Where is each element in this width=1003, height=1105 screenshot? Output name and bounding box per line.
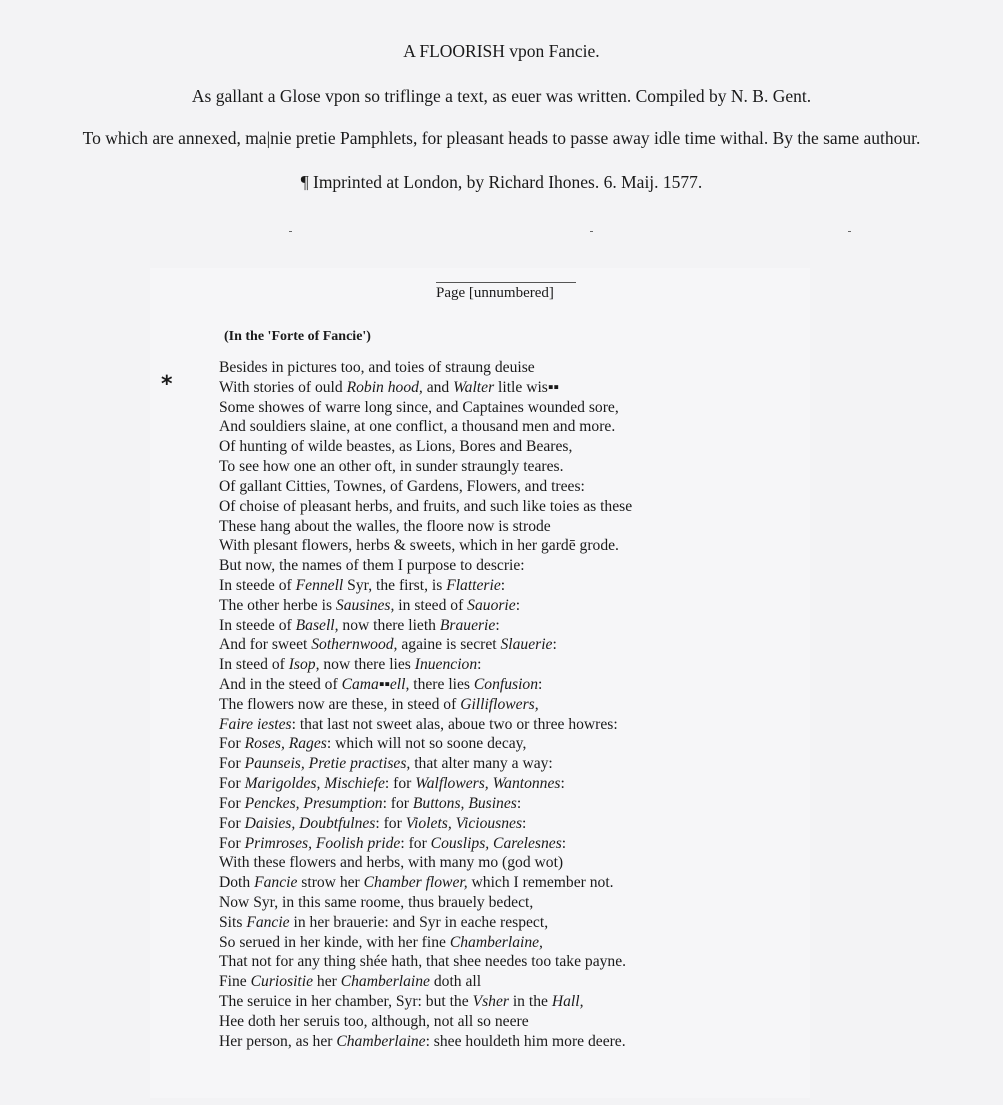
poem-segment: But now, the names of them I purpose to descrie: [219,557,525,575]
poem-italic-segment: Faire iestes [219,715,292,733]
poem-line [219,517,919,537]
poem-text [219,358,919,1051]
poem-segment: : [552,636,557,654]
poem-segment: For [219,775,245,793]
poem-italic-segment: Walter [453,378,495,396]
poem-italic-segment: Couslips, Carelesnes [430,834,562,852]
poem-segment: To see how one an other oft, in sunder straungly teares. [219,458,564,476]
poem-line [219,933,919,953]
imprint-line: ¶ Imprinted at London, by Richard Ihones. 6. Maij. 1577. [300,172,703,192]
page-header-rule [436,282,576,283]
poem-line [219,754,919,774]
poem-italic-segment: Chamberlaine [340,973,430,991]
poem-italic-segment: Sauorie [467,596,516,614]
poem-segment: Some showes of warre long since, and Captaines wounded sore, [219,398,619,416]
poem-segment: Hee doth her seruis too, although, not all so neere [219,1012,529,1030]
poem-italic-segment: Robin hood, [346,378,423,396]
marginal-asterisk: * [161,372,173,397]
poem-italic-segment: Sothernwood, [311,636,398,654]
poem-segment: And for sweet [219,636,312,654]
poem-segment: in her brauerie: and Syr in eache respect, [289,913,549,931]
poem-italic-segment: Walflowers, Wantonnes [415,775,561,793]
poem-line [219,992,919,1012]
poem-line [219,873,919,893]
poem-italic-segment: Hall, [551,993,584,1010]
poem-line [219,596,919,616]
poem-segment: : for [400,834,431,852]
poem-segment: For [219,735,245,753]
poem-segment: For [219,794,245,812]
poem-segment: : [522,814,527,832]
page-number-label: Page [unnumbered] [436,285,554,301]
poem-line [219,576,919,596]
poem-italic-segment: Marigoldes, Mischiefe [244,775,385,793]
poem-line [219,734,919,754]
poem-italic-segment: Paunseis, Pretie practises, [244,755,411,773]
poem-line [219,477,919,497]
poem-italic-segment: Chamberlaine [336,1032,426,1050]
poem-segment: litle wis▪▪ [494,378,559,396]
poem-line [219,417,919,437]
poem-line [219,1012,919,1032]
poem-italic-segment: Gilliflowers, [460,695,539,713]
poem-italic-segment: Buttons, Busines [412,794,517,812]
poem-segment: : [515,596,521,614]
poem-italic-segment: Fancie [254,874,298,892]
poem-segment: : [477,656,482,674]
poem-segment: now there lies [319,656,415,674]
poem-segment: These hang about the walles, the floore now is strode [219,517,551,535]
poem-italic-segment: Daisies, Doubtfulnes [244,814,376,832]
poem-line [219,556,919,576]
poem-line [219,814,919,834]
poem-line [219,358,919,378]
poem-segment: Doth [219,874,255,892]
poem-line [219,913,919,933]
poem-segment: Of gallant Citties, Townes, of Gardens, Flowers, and trees: [219,477,585,495]
poem-segment: and [422,378,454,396]
scan-speck [848,231,851,232]
poem-segment: Fine [219,973,251,991]
poem-line [219,715,919,735]
poem-italic-segment: Inuencion [414,656,478,674]
poem-italic-segment: Flatterie [446,576,501,594]
poem-segment: in the [508,993,552,1010]
poem-segment: : [560,775,565,793]
poem-line [219,536,919,556]
poem-segment: : [538,676,543,693]
poem-segment: doth all [429,973,482,991]
poem-segment: For [219,834,245,852]
poem-segment: strow her [297,874,364,892]
poem-segment: : which will not so soone decay, [326,735,527,753]
poem-segment: : for [384,775,416,793]
poem-italic-segment: Roses, Rages [244,735,327,753]
poem-segment: Sits [219,913,247,931]
poem-italic-segment: Cama▪▪ell, [341,676,410,693]
poem-segment: The other herbe is [219,596,336,614]
poem-line [219,834,919,854]
poem-segment: : for [382,794,413,812]
poem-italic-segment: Fennell [295,576,344,594]
poem-line [219,853,919,873]
book-title: A FLOORISH vpon Fancie. [403,41,600,61]
poem-segment: For [219,814,245,832]
poem-line [219,378,919,398]
poem-italic-segment: Curiositie [250,973,314,991]
poem-segment: And in the steed of [219,676,342,693]
poem-italic-segment: Penckes, Presumption [244,794,383,812]
poem-line [219,774,919,794]
poem-segment: Now Syr, in this same roome, thus brauely bedect, [219,893,534,911]
poem-line [219,972,919,992]
poem-italic-segment: Slauerie [500,636,553,654]
poem-segment: her [313,973,341,991]
section-title: (In the 'Forte of Fancie') [224,329,371,344]
poem-segment: now there lieth [338,616,440,634]
poem-line [219,655,919,675]
poem-line [219,675,919,695]
poem-segment: : [516,794,522,812]
poem-line [219,952,919,972]
poem-segment: in steed of [394,596,468,614]
poem-segment: Syr, the first, is [343,576,447,594]
poem-segment: : [500,576,506,594]
poem-segment: : for [375,814,406,832]
poem-italic-segment: Confusion [473,676,538,693]
poem-line [219,616,919,636]
poem-segment: there lies [409,676,474,693]
poem-italic-segment: Primroses, Foolish pride [244,834,401,852]
poem-line [219,1032,919,1052]
poem-line [219,635,919,655]
book-subtitle: As gallant a Glose vpon so triflinge a text, as euer was written. Compiled by N. B. Gent. [191,86,812,106]
scan-speck [590,231,593,232]
poem-segment: The flowers now are these, in steed of [219,695,461,713]
poem-segment: Of hunting of wilde beastes, as Lions, Bores and Beares, [219,438,573,456]
poem-line [219,794,919,814]
poem-italic-segment: Chamberlaine, [449,933,543,951]
poem-line [219,437,919,457]
poem-segment: Besides in pictures too, and toies of straung deuise [219,359,535,376]
poem-segment: which I remember not. [467,874,614,892]
poem-segment: And souldiers slaine, at one conflict, a thousand men and more. [219,418,616,436]
poem-italic-segment: Isop, [288,656,320,674]
poem-segment: For [219,755,245,773]
poem-line [219,457,919,477]
poem-italic-segment: Brauerie [439,616,496,634]
poem-segment: The seruice in her chamber, Syr: but the [219,993,473,1010]
poem-segment: That not for any thing shée hath, that shee needes too take payne. [219,953,627,971]
poem-segment: In steede of [219,576,296,594]
poem-italic-segment: Basell, [295,616,339,634]
poem-segment: With these flowers and herbs, with many mo (god wot) [219,854,564,872]
poem-line [219,695,919,715]
poem-segment: : shee houldeth him more deere. [425,1032,626,1050]
poem-segment: that alter many a way: [410,755,553,773]
poem-segment: Her person, as her [219,1032,337,1050]
poem-italic-segment: Sausines, [335,596,395,614]
scan-speck [289,231,292,232]
poem-segment: So serued in her kinde, with her fine [219,933,450,951]
poem-segment: With stories of ould [219,378,347,396]
poem-segment: : [561,834,567,852]
poem-segment: : that last not sweet alas, aboue two or three howres: [291,715,618,733]
poem-segment: : [495,616,500,634]
poem-italic-segment: Vsher [472,993,509,1010]
poem-segment: In steed of [219,656,289,674]
poem-line [219,398,919,418]
poem-line [219,893,919,913]
book-annex-note: To which are annexed, ma|nie pretie Pamphlets, for pleasant heads to passe away idle time withal. By the same authour. [82,128,921,148]
poem-italic-segment: Violets, Viciousnes [405,814,523,832]
poem-segment: With plesant flowers, herbs & sweets, which in her gardē grode. [219,537,619,555]
poem-segment: In steede of [219,616,296,634]
poem-segment: againe is secret [397,636,501,654]
poem-italic-segment: Fancie [246,913,290,931]
poem-segment: Of choise of pleasant herbs, and fruits, and such like toies as these [219,497,633,515]
poem-line [219,497,919,517]
poem-italic-segment: Chamber flower, [363,874,468,892]
